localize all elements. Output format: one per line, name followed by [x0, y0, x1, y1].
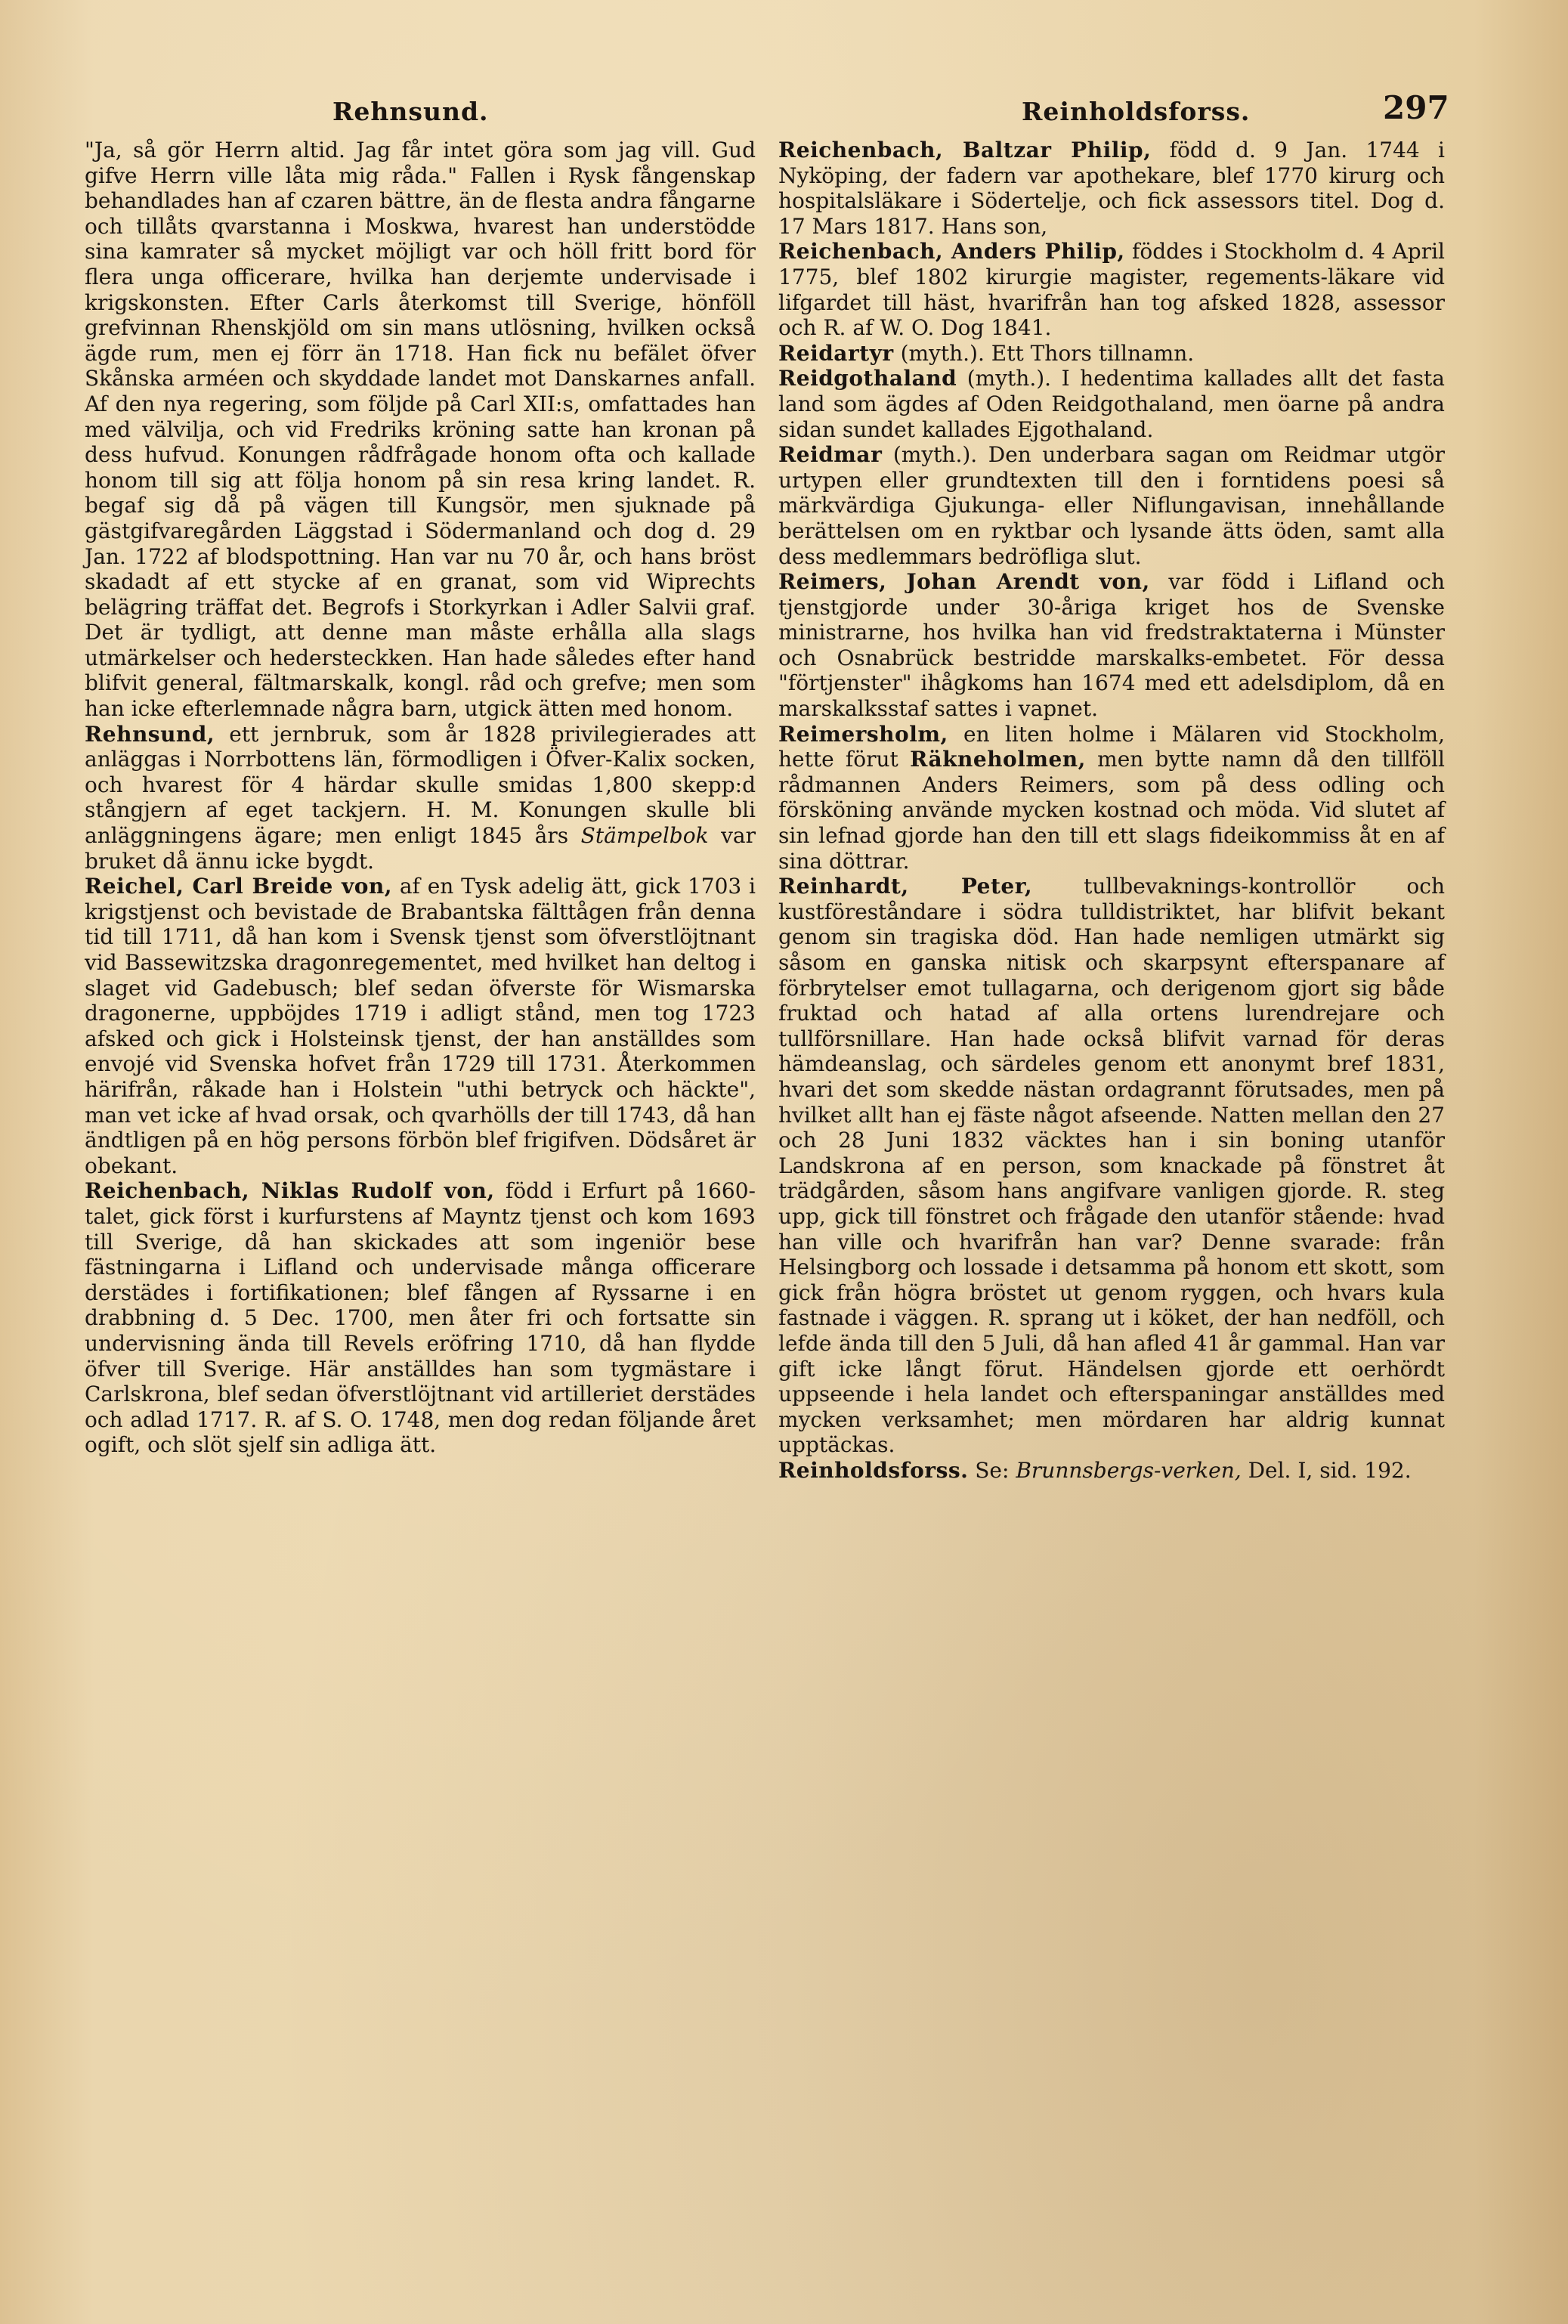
- entry-reidmar: [778, 442, 1445, 569]
- entry-text: (myth.). I hedentima kallades allt det fasta land som ägdes af Oden Reidgothaland, men öarne på andra sidan sundet kallades Ejgothaland.: [778, 366, 1446, 442]
- right-column: [778, 138, 1445, 1483]
- entry-text-after: men bytte namn då den tillföll rådmannen Anders Reimers, som på dess odling och försköning använde mycken kostnad och möda. Vid slutet af sin lefnad gjorde han den till ett slags fideikommiss åt en af sina döttrar.: [778, 747, 1446, 874]
- entry-rehnsund: [85, 722, 756, 874]
- entry-text: född d. 9 Jan. 1744 i Nyköping, der fadern var apothekare, blef 1770 kirurg och hospitalsläkare i Södertelje, och fick assessors titel. Dog d. 17 Mars 1817. Hans son,: [778, 138, 1445, 239]
- entry-text: Se:: [975, 1457, 1010, 1483]
- entry-headword: Rehnsund,: [85, 721, 215, 747]
- entry-text: ett jernbruk, som år 1828 privilegierades att anläggas i Norrbottens län, förmodligen i Öfver-Kalix socken, och hvarest för 4 härdar skulle smidas 1,800 skepp:d stångjern af eget tackjern. H. M. Konungen skulle bli anläggningens ägare; men enligt 1845 års: [85, 721, 756, 849]
- entry-reinholdsforss: [778, 1458, 1445, 1484]
- entry-text: tullbevaknings-kontrollör och kustföreståndare i södra tulldistriktet, har blifvit bekant genom sin tragiska död. Han hade nemligen utmärkt sig såsom en ganska nitisk och skarpsynt efterspanare af förbrytelser emot tullagarna, och derigenom gjort sig både fruktad och hatad af alla ortens lurendrejare och tullförsnillare. Han hade också blifvit varnad för deras hämdeanslag, och särdeles genom ett anonymt bref 1831, hvari det som skedde nästan ordagrannt förutsades, men på hvilket allt han ej fäste något afseende. Natten mellan den 27 och 28 Juni 1832 väcktes han i sin boning utanför Landskrona af en person, som knackade på fönstret åt trädgården, såsom hans angifvare vanligen gjorde. R. steg upp, gick till fönstret och frågade den utanför stående: hvad han ville och hvarifrån han var? Denne svarade: från Helsingborg och lossade i detsamma på honom ett skott, som gick från högra bröstet ut genom ryggen, och hvars kula fastnade i väggen. R. sprang ut i köket, der han nedföll, och lefde ända till den 5 Juli, då han afled 41 år gammal. Han var gift icke långt förut. Händelsen gjorde ett oerhördt uppseende i hela landet och efterspaningar anställdes med mycken verksamhet; men mördaren har aldrig kunnat upptäckas.: [778, 874, 1445, 1458]
- entry-reidgothaland: [778, 366, 1445, 442]
- entry-text-after: var bruket då ännu icke bygdt.: [85, 823, 756, 874]
- entry-reimers: [778, 569, 1445, 722]
- running-head-right: Reinholdsforss.: [1022, 97, 1251, 126]
- entry-text: af en Tysk adelig ätt, gick 1703 i krigstjenst och bevistade de Brabantska fälttågen från denna tid till 1711, då han kom i Svensk tjenst som öfverstlöjtnant vid Bassewitzska dragonregementet, med hvilket han deltog i slaget vid Gadebusch; blef sedan öfverste för Wismarska dragonerne, uppböjdes 1719 i adligt stånd, men tog 1723 afsked och gick i Holsteinsk tjenst, der han anställdes som envojé vid Svenska hofvet från 1729 till 1731. Återkommen härifrån, råkade han i Holstein "uthi betryck och häckte", man vet icke af hvad orsak, och qvarhölls der till 1743, då han ändtligen på en hög persons förbön blef frigifven. Dödsåret är obekant.: [85, 874, 756, 1178]
- entry-reinhardt: [778, 874, 1445, 1458]
- left-column: [85, 138, 756, 1458]
- entry-inline-bold: Räkneholmen,: [910, 747, 1086, 772]
- entry-text: (myth.). Den underbara sagan om Reidmar utgör urtypen eller grundtexten till den i forntidens poesi så märkvärdiga Gjukunga- eller Niflungavisan, innehållande berättelsen om en ryktbar och lysande ätts öden, samt alla dess medlemmars bedröfliga slut.: [778, 442, 1445, 569]
- entry-text: född i Erfurt på 1660-talet, gick först i kurfurstens af Mayntz tjenst och kom 1693 till Sverige, då han skickades att som ingeniör bese fästningarna i Lifland och undervisade många officerare derstädes i fortifikationen; blef fången af Ryssarne i en drabbning d. 5 Dec. 1700, men åter fri och fortsatte sin undervisning ända till Revels eröfring 1710, då han flydde öfver till Sverige. Här anställdes han som tygmästare i Carlskrona, blef sedan öfverstlöjtnant vid artilleriet derstädes och adlad 1717. R. af S. O. 1748, men dog redan följande året ogift, och slöt sjelf sin adliga ätt.: [85, 1178, 756, 1458]
- entry-headword: Reinholdsforss.: [778, 1457, 969, 1483]
- running-head: [83, 89, 1449, 135]
- entry-text: föddes i Stockholm d. 4 April 1775, blef 1802 kirurgie magister, regements-läkare vid lifgardet till häst, hvarifrån han tog afsked 1828, assessor och R. af W. O. Dog 1841.: [778, 239, 1445, 341]
- entry-italic-title: Stämpelbok: [580, 823, 709, 849]
- running-head-left: Rehnsund.: [332, 97, 489, 126]
- entry-continuation: [85, 138, 756, 722]
- entry-reimersholm: [778, 722, 1445, 874]
- entry-reichenbach-anders: [778, 239, 1445, 340]
- entry-headword: Reinhardt, Peter,: [778, 874, 1033, 899]
- entry-headword: Reidartyr: [778, 340, 894, 366]
- entry-cross-reference: Brunnsbergs-verken,: [1016, 1457, 1242, 1483]
- entry-headword: Reichenbach, Niklas Rudolf von,: [85, 1178, 495, 1204]
- page-number: 297: [1383, 89, 1449, 126]
- entry-headword: Reidgothaland: [778, 366, 957, 391]
- entry-text-after: Del. I, sid. 192.: [1248, 1457, 1412, 1483]
- entry-text: en liten holme i Mälaren vid Stockholm, hette förut: [778, 721, 1445, 772]
- entry-reichenbach-niklas: [85, 1178, 756, 1458]
- entry-text: var född i Lifland och tjenstgjorde under 30-åriga kriget hos de Svenske ministrarne, hos hvilka han vid fredstraktaterna i Münster och Osnabrück bestridde marskalks-embetet. För dessa "förtjenster" ihågkoms han 1674 med ett adelsdiplom, då en marskalksstaf sattes i vapnet.: [778, 569, 1446, 722]
- entry-text: "Ja, så gör Herrn altid. Jag får intet göra som jag vill. Gud gifve Herrn ville låta mig råda." Fallen i Rysk fångenskap behandlades han af czaren bättre, än de flesta andra fångarne och tillåts qvarstanna i Moskwa, hvarest han understödde sina kamrater så mycket möjligt var och höll fritt bord för flera unga officerare, hvilka han derjemte undervisade i krigskonsten. Efter Carls återkomst till Sverige, hönföll grefvinnan Rhenskjöld om sin mans utlösning, hvilken också ägde rum, men ej förr än 1718. Han fick nu befälet öfver Skånska arméen och skyddade landet mot Danskarnes anfall. Af den nya regering, som följde på Carl XII:s, omfattades han med välvilja, och vid Fredriks kröning satte han kronan på dess hufvud. Konungen rådfrågade honom ofta och kallade honom till sig att följa honom på sin resa kring landet. R. begaf sig då på vägen till Kungsör, men sjuknade på gästgifvaregården Läggstad i Södermanland och dog d. 29 Jan. 1722 af blodspottning. Han var nu 70 år, och hans bröst skadadt af ett stycke af en granat, som vid Wiprechts belägring träffat det. Begrofs i Storkyrkan i Adler Salvii graf. Det är tydligt, att denne man måste erhålla alla slags utmärkelser och hedersteckken. Han hade således efter hand blifvit general, fältmarskalk, kongl. råd och grefve; men som han icke efterlemnade några barn, utgick ätten med honom.: [85, 138, 756, 722]
- entry-reichel: [85, 874, 756, 1178]
- entry-headword: Reidmar: [778, 442, 883, 468]
- entry-headword: Reichel, Carl Breide von,: [85, 874, 392, 899]
- entry-reidartyr: [778, 341, 1445, 367]
- entry-text: (myth.). Ett Thors tillnamn.: [900, 340, 1195, 366]
- entry-headword: Reichenbach, Anders Philip,: [778, 239, 1125, 265]
- entry-reichenbach-baltzar: [778, 138, 1445, 239]
- entry-headword: Reichenbach, Baltzar Philip,: [778, 138, 1152, 162]
- entry-headword: Reimersholm,: [778, 721, 948, 747]
- entry-headword: Reimers, Johan Arendt von,: [778, 569, 1150, 595]
